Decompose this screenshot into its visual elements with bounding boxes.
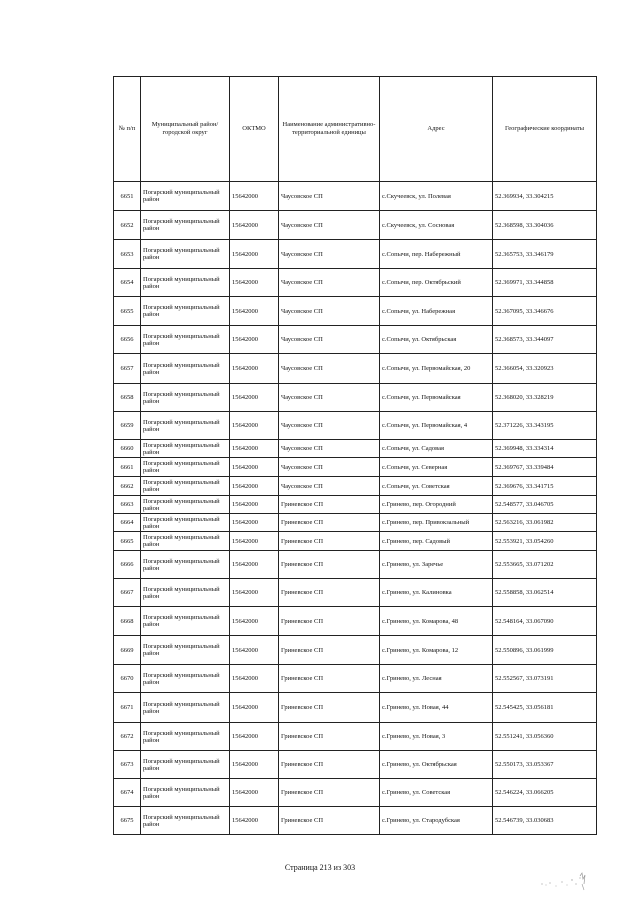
address-cell: с.Гринево, ул. Калиновка — [380, 579, 493, 607]
coordinates-cell: 52.553921, 33.054260 — [493, 532, 597, 551]
table-row — [114, 384, 597, 412]
address-cell: с.Скучеевск, ул. Сосновая — [380, 211, 493, 240]
admin-unit-cell: Гриневское СП — [279, 636, 380, 665]
row-number: 6675 — [114, 807, 141, 835]
coordinates-cell: 52.550896, 33.061999 — [493, 636, 597, 665]
admin-unit-cell: Гриневское СП — [279, 751, 380, 779]
address-cell: с.Сопычи, ул. Набережная — [380, 297, 493, 326]
district-cell: Погарский муниципальный район — [141, 607, 230, 636]
oktmo-cell: 15642000 — [230, 458, 279, 477]
row-number: 6659 — [114, 412, 141, 440]
oktmo-cell: 15642000 — [230, 412, 279, 440]
address-cell: с.Гринево, пер. Огородний — [380, 496, 493, 514]
table-row — [114, 477, 597, 496]
address-cell: с.Гринево, ул. Комарова, 48 — [380, 607, 493, 636]
address-cell: с.Гринево, пер. Садовый — [380, 532, 493, 551]
oktmo-cell: 15642000 — [230, 607, 279, 636]
coordinates-cell: 52.371226, 33.343195 — [493, 412, 597, 440]
table-header — [114, 77, 597, 182]
row-number: 6656 — [114, 326, 141, 354]
district-cell: Погарский муниципальный район — [141, 182, 230, 211]
district-cell: Погарский муниципальный район — [141, 514, 230, 532]
coordinates-cell: 52.552567, 33.073191 — [493, 665, 597, 693]
admin-unit-cell: Гриневское СП — [279, 807, 380, 835]
admin-unit-cell: Чаусовское СП — [279, 240, 380, 269]
table-row — [114, 326, 597, 354]
coordinates-cell: 52.558858, 33.062514 — [493, 579, 597, 607]
address-cell: с.Сопычи, ул. Октябрьская — [380, 326, 493, 354]
header-number: № п/п — [114, 77, 141, 182]
oktmo-cell: 15642000 — [230, 693, 279, 723]
table-row — [114, 579, 597, 607]
district-cell: Погарский муниципальный район — [141, 354, 230, 384]
coordinates-cell: 52.369676, 33.341715 — [493, 477, 597, 496]
oktmo-cell: 15642000 — [230, 269, 279, 297]
admin-unit-cell: Гриневское СП — [279, 665, 380, 693]
header-coordinates: Географические координаты — [493, 77, 597, 182]
header-admin-unit: Наименование административно-территориальной единицы — [279, 77, 380, 182]
address-cell: с.Гринево, ул. Советская — [380, 779, 493, 807]
table-row — [114, 458, 597, 477]
table-row — [114, 665, 597, 693]
district-cell: Погарский муниципальный район — [141, 458, 230, 477]
coordinates-cell: 52.550173, 33.053367 — [493, 751, 597, 779]
address-cell: с.Гринево, ул. Стародубская — [380, 807, 493, 835]
table-row — [114, 354, 597, 384]
admin-unit-cell: Гриневское СП — [279, 496, 380, 514]
table-row — [114, 723, 597, 751]
address-table — [113, 76, 597, 835]
row-number: 6668 — [114, 607, 141, 636]
row-number: 6662 — [114, 477, 141, 496]
oktmo-cell: 15642000 — [230, 384, 279, 412]
row-number: 6660 — [114, 440, 141, 458]
row-number: 6657 — [114, 354, 141, 384]
oktmo-cell: 15642000 — [230, 779, 279, 807]
district-cell: Погарский муниципальный район — [141, 240, 230, 269]
row-number: 6664 — [114, 514, 141, 532]
coordinates-cell: 52.546739, 33.030683 — [493, 807, 597, 835]
district-cell: Погарский муниципальный район — [141, 779, 230, 807]
table-row — [114, 269, 597, 297]
oktmo-cell: 15642000 — [230, 326, 279, 354]
admin-unit-cell: Чаусовское СП — [279, 477, 380, 496]
district-cell: Погарский муниципальный район — [141, 807, 230, 835]
admin-unit-cell: Чаусовское СП — [279, 211, 380, 240]
table-row — [114, 240, 597, 269]
coordinates-cell: 52.369934, 33.304215 — [493, 182, 597, 211]
scan-marks — [536, 870, 592, 894]
district-cell: Погарский муниципальный район — [141, 693, 230, 723]
coordinates-cell: 52.365753, 33.346179 — [493, 240, 597, 269]
table-row — [114, 807, 597, 835]
oktmo-cell: 15642000 — [230, 211, 279, 240]
oktmo-cell: 15642000 — [230, 514, 279, 532]
district-cell: Погарский муниципальный район — [141, 636, 230, 665]
address-cell: с.Сопычи, пер. Набережный — [380, 240, 493, 269]
admin-unit-cell: Чаусовское СП — [279, 354, 380, 384]
admin-unit-cell: Гриневское СП — [279, 693, 380, 723]
coordinates-cell: 52.545425, 33.056181 — [493, 693, 597, 723]
table-row — [114, 532, 597, 551]
row-number: 6651 — [114, 182, 141, 211]
table-row — [114, 607, 597, 636]
admin-unit-cell: Чаусовское СП — [279, 297, 380, 326]
address-cell: с.Гринево, ул. Лесная — [380, 665, 493, 693]
address-cell: с.Сопычи, ул. Первомайская, 20 — [380, 354, 493, 384]
coordinates-cell: 52.563216, 33.061982 — [493, 514, 597, 532]
row-number: 6667 — [114, 579, 141, 607]
oktmo-cell: 15642000 — [230, 532, 279, 551]
admin-unit-cell: Чаусовское СП — [279, 458, 380, 477]
table-row — [114, 412, 597, 440]
address-cell: с.Сопычи, ул. Садовая — [380, 440, 493, 458]
admin-unit-cell: Чаусовское СП — [279, 384, 380, 412]
row-number: 6674 — [114, 779, 141, 807]
coordinates-cell: 52.368598, 33.304036 — [493, 211, 597, 240]
district-cell: Погарский муниципальный район — [141, 496, 230, 514]
oktmo-cell: 15642000 — [230, 636, 279, 665]
row-number: 6661 — [114, 458, 141, 477]
oktmo-cell: 15642000 — [230, 665, 279, 693]
address-cell: с.Сопычи, ул. Первомайская — [380, 384, 493, 412]
coordinates-cell: 52.546224, 33.066205 — [493, 779, 597, 807]
row-number: 6666 — [114, 551, 141, 579]
address-cell: с.Гринево, ул. Новая, 44 — [380, 693, 493, 723]
table-row — [114, 693, 597, 723]
coordinates-cell: 52.551241, 33.056360 — [493, 723, 597, 751]
coordinates-cell: 52.548164, 33.067090 — [493, 607, 597, 636]
row-number: 6653 — [114, 240, 141, 269]
table-row — [114, 551, 597, 579]
oktmo-cell: 15642000 — [230, 723, 279, 751]
district-cell: Погарский муниципальный район — [141, 326, 230, 354]
admin-unit-cell: Гриневское СП — [279, 779, 380, 807]
oktmo-cell: 15642000 — [230, 579, 279, 607]
table-row — [114, 297, 597, 326]
admin-unit-cell: Гриневское СП — [279, 579, 380, 607]
admin-unit-cell: Гриневское СП — [279, 607, 380, 636]
admin-unit-cell: Гриневское СП — [279, 532, 380, 551]
oktmo-cell: 15642000 — [230, 297, 279, 326]
address-cell: с.Гринево, ул. Комарова, 12 — [380, 636, 493, 665]
table-row — [114, 514, 597, 532]
district-cell: Погарский муниципальный район — [141, 579, 230, 607]
address-cell: с.Гринево, ул. Октябрьская — [380, 751, 493, 779]
district-cell: Погарский муниципальный район — [141, 211, 230, 240]
admin-unit-cell: Гриневское СП — [279, 551, 380, 579]
admin-unit-cell: Чаусовское СП — [279, 326, 380, 354]
admin-unit-cell: Чаусовское СП — [279, 412, 380, 440]
district-cell: Погарский муниципальный район — [141, 440, 230, 458]
district-cell: Погарский муниципальный район — [141, 551, 230, 579]
header-oktmo: ОКТМО — [230, 77, 279, 182]
coordinates-cell: 52.369767, 33.339484 — [493, 458, 597, 477]
row-number: 6655 — [114, 297, 141, 326]
oktmo-cell: 15642000 — [230, 807, 279, 835]
row-number: 6663 — [114, 496, 141, 514]
district-cell: Погарский муниципальный район — [141, 751, 230, 779]
admin-unit-cell: Гриневское СП — [279, 514, 380, 532]
coordinates-cell: 52.369971, 33.344858 — [493, 269, 597, 297]
header-address: Адрес — [380, 77, 493, 182]
district-cell: Погарский муниципальный район — [141, 412, 230, 440]
table-row — [114, 211, 597, 240]
row-number: 6669 — [114, 636, 141, 665]
row-number: 6672 — [114, 723, 141, 751]
table-body — [114, 182, 597, 835]
row-number: 6652 — [114, 211, 141, 240]
header-district: Муниципальный район/городской округ — [141, 77, 230, 182]
district-cell: Погарский муниципальный район — [141, 269, 230, 297]
address-cell: с.Гринево, ул. Новая, 3 — [380, 723, 493, 751]
page-number: Страница 213 из 303 — [284, 863, 356, 872]
coordinates-cell: 52.367095, 33.346676 — [493, 297, 597, 326]
district-cell: Погарский муниципальный район — [141, 477, 230, 496]
address-cell: с.Сопычи, ул. Северная — [380, 458, 493, 477]
admin-unit-cell: Чаусовское СП — [279, 440, 380, 458]
address-cell: с.Сопычи, ул. Первомайская, 4 — [380, 412, 493, 440]
row-number: 6671 — [114, 693, 141, 723]
admin-unit-cell: Чаусовское СП — [279, 269, 380, 297]
oktmo-cell: 15642000 — [230, 477, 279, 496]
table-row — [114, 636, 597, 665]
district-cell: Погарский муниципальный район — [141, 665, 230, 693]
table-row — [114, 182, 597, 211]
district-cell: Погарский муниципальный район — [141, 532, 230, 551]
row-number: 6665 — [114, 532, 141, 551]
coordinates-cell: 52.369948, 33.334314 — [493, 440, 597, 458]
district-cell: Погарский муниципальный район — [141, 384, 230, 412]
district-cell: Погарский муниципальный район — [141, 297, 230, 326]
coordinates-cell: 52.368020, 33.328219 — [493, 384, 597, 412]
coordinates-cell: 52.368573, 33.344097 — [493, 326, 597, 354]
oktmo-cell: 15642000 — [230, 751, 279, 779]
coordinates-cell: 52.548577, 33.046705 — [493, 496, 597, 514]
district-cell: Погарский муниципальный район — [141, 723, 230, 751]
row-number: 6670 — [114, 665, 141, 693]
row-number: 6654 — [114, 269, 141, 297]
row-number: 6673 — [114, 751, 141, 779]
address-cell: с.Гринево, пер. Привокзальный — [380, 514, 493, 532]
coordinates-cell: 52.366054, 33.320923 — [493, 354, 597, 384]
table-row — [114, 751, 597, 779]
address-cell: с.Сопычи, пер. Октябрьский — [380, 269, 493, 297]
admin-unit-cell: Гриневское СП — [279, 723, 380, 751]
table-row — [114, 779, 597, 807]
address-cell: с.Скучеевск, ул. Полевая — [380, 182, 493, 211]
address-cell: с.Гринево, ул. Заречье — [380, 551, 493, 579]
oktmo-cell: 15642000 — [230, 496, 279, 514]
oktmo-cell: 15642000 — [230, 440, 279, 458]
admin-unit-cell: Чаусовское СП — [279, 182, 380, 211]
oktmo-cell: 15642000 — [230, 354, 279, 384]
oktmo-cell: 15642000 — [230, 182, 279, 211]
address-cell: с.Сопычи, ул. Советская — [380, 477, 493, 496]
oktmo-cell: 15642000 — [230, 240, 279, 269]
table-row — [114, 496, 597, 514]
coordinates-cell: 52.553665, 33.071202 — [493, 551, 597, 579]
oktmo-cell: 15642000 — [230, 551, 279, 579]
table-row — [114, 440, 597, 458]
row-number: 6658 — [114, 384, 141, 412]
